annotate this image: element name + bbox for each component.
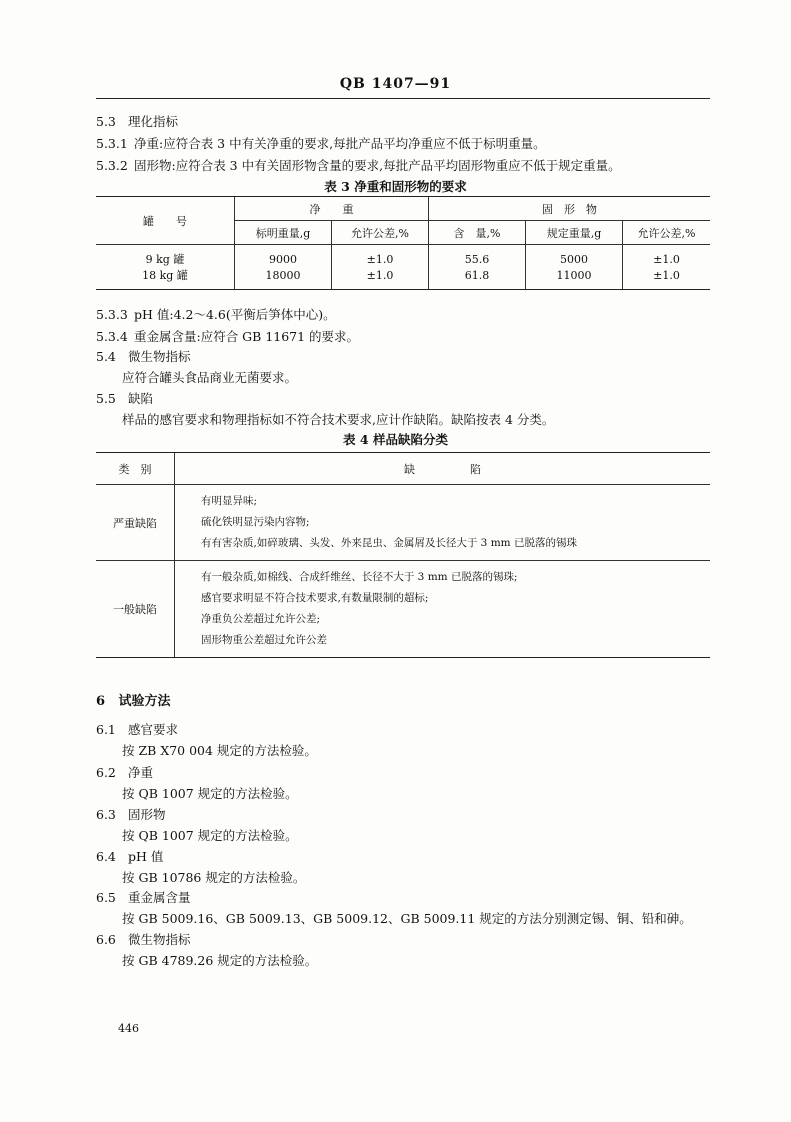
cell-tolerance: ±1.0	[332, 267, 429, 290]
clause-5-5-text: 样品的感官要求和物理指标如不符合技术要求,应计作缺陷。缺陷按表 4 分类。	[122, 412, 555, 427]
clause-6-1-text: 按 ZB X70 004 规定的方法检验。	[122, 743, 317, 758]
clause-title: 微生物指标	[127, 932, 191, 947]
clause-6-4-text: 按 GB 10786 规定的方法检验。	[122, 870, 306, 885]
header-solids: 固 形 物	[429, 197, 711, 221]
clause-5-3	[96, 112, 178, 130]
table-row	[96, 561, 710, 658]
section-title: 试验方法	[118, 694, 171, 709]
clause-6-1	[96, 720, 178, 738]
clause-title: 微生物指标	[127, 349, 191, 364]
clause-5-4	[96, 347, 191, 365]
clause-6-5-text: 按 GB 5009.16、GB 5009.13、GB 5009.12、GB 5009.11 规定的方法分别测定锡、铜、铅和砷。	[122, 911, 692, 926]
header-labeled-weight: 标明重量,g	[235, 221, 332, 245]
table-row	[96, 245, 710, 268]
list-item: 净重负公差超过允许公差;	[201, 613, 321, 625]
cell-can: 9 kg 罐	[145, 253, 185, 266]
table-3	[96, 196, 710, 290]
general-defect-list	[175, 561, 711, 658]
cell-content: 55.6	[429, 245, 526, 268]
clause-text: 重金属含量:应符合 GB 11671 的要求。	[133, 329, 360, 344]
clause-title: 感官要求	[127, 722, 178, 737]
clause-5-3-2	[96, 156, 621, 174]
serious-defect-label: 严重缺陷	[96, 485, 175, 561]
document-code-header: QB 1407—91	[339, 76, 452, 92]
clause-text: 净重:应符合表 3 中有关净重的要求,每批产品平均净重应不低于标明重量。	[133, 136, 546, 151]
clause-title: 重金属含量	[127, 890, 191, 905]
clause-5-3-1	[96, 134, 546, 152]
cell-content: 61.8	[429, 267, 526, 290]
cell-tolerance: ±1.0	[623, 267, 711, 290]
clause-number: 5.3.4	[96, 329, 128, 344]
page-number: 446	[118, 1022, 139, 1035]
clause-6-6	[96, 930, 191, 948]
clause-6-3	[96, 805, 166, 823]
clause-6-4	[96, 847, 163, 865]
clause-6-2	[96, 763, 153, 781]
header-tolerance-1: 允许公差,%	[332, 221, 429, 245]
clause-6-5	[96, 888, 191, 906]
clause-number: 6.2	[96, 765, 116, 780]
clause-number: 5.5	[96, 391, 116, 406]
section-6-heading	[96, 690, 171, 709]
clause-number: 5.3	[96, 114, 116, 129]
table-3-caption: 表 3 净重和固形物的要求	[324, 179, 467, 194]
header-net-weight: 净 重	[235, 197, 429, 221]
clause-title: 固形物	[127, 807, 166, 822]
clause-text: pH 值:4.2～4.6(平衡后笋体中心)。	[133, 307, 336, 322]
clause-number: 6.5	[96, 890, 116, 905]
header-type: 类 别	[96, 453, 175, 485]
clause-5-4-text: 应符合罐头食品商业无菌要求。	[122, 370, 298, 385]
clause-title: 净重	[127, 765, 153, 780]
cell-labeled: 18000	[235, 267, 332, 290]
table-row	[96, 485, 710, 561]
header-rule	[96, 98, 710, 99]
clause-number: 5.3.2	[96, 158, 128, 173]
cell-labeled: 9000	[235, 245, 332, 268]
clause-5-5	[96, 389, 153, 407]
list-item: 固形物重公差超过允许公差	[201, 634, 327, 646]
clause-5-3-4	[96, 327, 359, 345]
cell-specified: 5000	[526, 245, 623, 268]
clause-title: 缺陷	[127, 391, 153, 406]
table-4-caption: 表 4 样品缺陷分类	[343, 432, 448, 447]
clause-6-2-text: 按 QB 1007 规定的方法检验。	[122, 786, 298, 801]
header-content: 含 量,%	[429, 221, 526, 245]
clause-text: 固形物:应符合表 3 中有关固形物含量的要求,每批产品平均固形物重应不低于规定重量。	[133, 158, 621, 173]
general-defect-label: 一般缺陷	[96, 561, 175, 658]
clause-title: pH 值	[127, 849, 164, 864]
header-tolerance-2: 允许公差,%	[623, 221, 711, 245]
clause-title: 理化指标	[127, 114, 178, 129]
cell-tolerance: ±1.0	[623, 245, 711, 268]
clause-number: 6.4	[96, 849, 116, 864]
clause-number: 5.3.1	[96, 136, 128, 151]
section-number: 6	[96, 694, 106, 709]
table-4	[96, 452, 710, 658]
clause-number: 6.6	[96, 932, 116, 947]
clause-6-3-text: 按 QB 1007 规定的方法检验。	[122, 828, 298, 843]
clause-number: 5.3.3	[96, 307, 128, 322]
cell-tolerance: ±1.0	[332, 245, 429, 268]
cell-can: 18 kg 罐	[96, 267, 235, 290]
serious-defect-list	[175, 485, 711, 561]
list-item: 硫化铁明显污染内容物;	[201, 516, 310, 528]
clause-6-6-text: 按 GB 4789.26 规定的方法检验。	[122, 953, 318, 968]
table-row	[96, 267, 710, 290]
header-defect: 缺 陷	[175, 453, 711, 485]
cell-specified: 11000	[526, 267, 623, 290]
clause-5-3-3	[96, 305, 336, 323]
header-can: 罐 号	[96, 197, 235, 245]
list-item: 有一般杂质,如棉线、合成纤维丝、长径不大于 3 mm 已脱落的锡珠;	[201, 571, 518, 583]
list-item: 有明显异味;	[201, 495, 258, 507]
list-item: 感官要求明显不符合技术要求,有数量限制的超标;	[201, 592, 429, 604]
clause-number: 6.3	[96, 807, 116, 822]
header-specified-weight: 规定重量,g	[526, 221, 623, 245]
list-item: 有有害杂质,如碎玻璃、头发、外来昆虫、金属屑及长径大于 3 mm 已脱落的锡珠	[201, 537, 577, 549]
clause-number: 5.4	[96, 349, 116, 364]
clause-number: 6.1	[96, 722, 116, 737]
